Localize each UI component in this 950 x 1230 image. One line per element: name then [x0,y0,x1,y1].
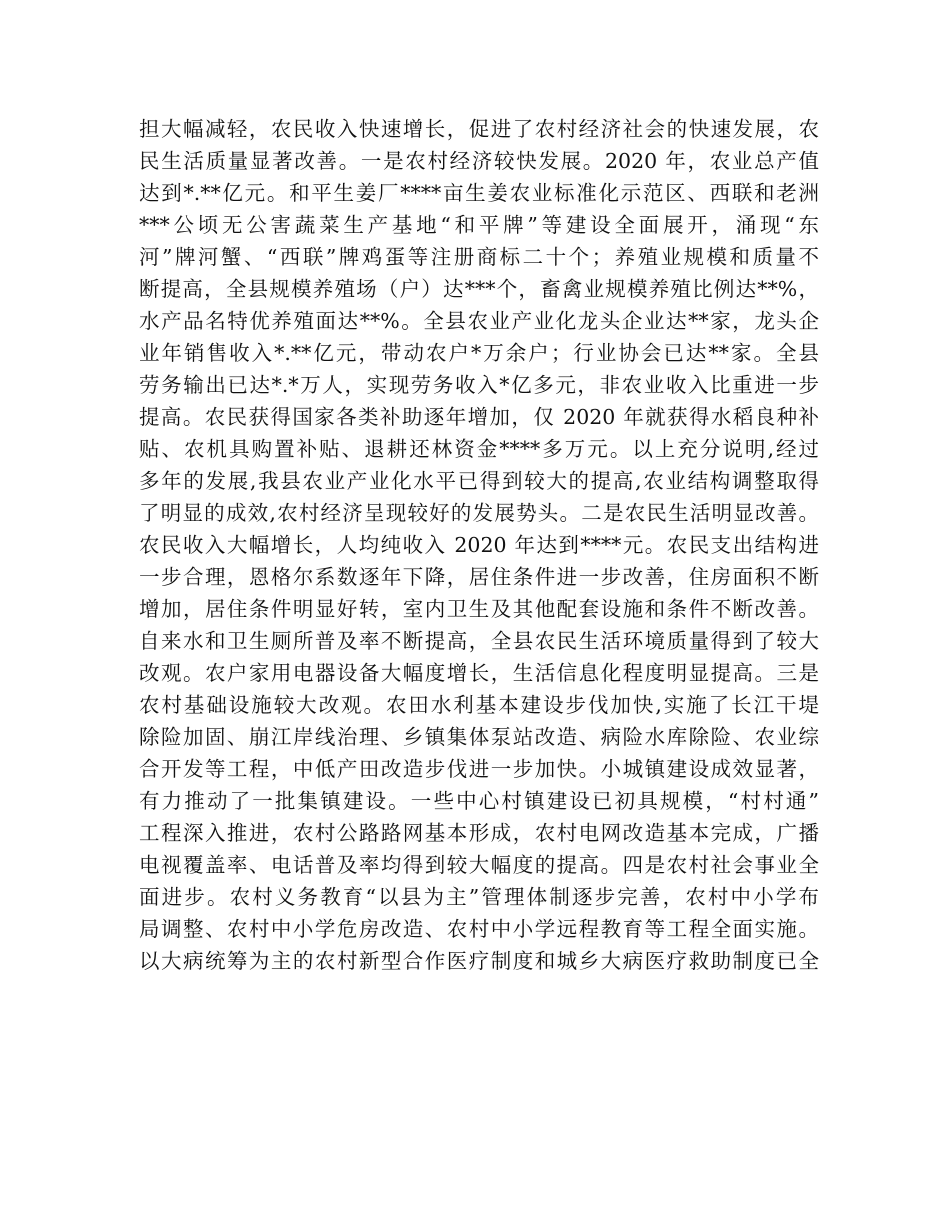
text-line: 达到*.**亿元。和平生姜厂****亩生姜农业标准化示范区、西联和老洲 [139,181,819,205]
text-line: 以大病统筹为主的农村新型合作医疗制度和城乡大病医疗救助制度已全 [139,949,819,973]
text-line: 自来水和卫生厕所普及率不断提高，全县农民生活环境质量得到了较大 [139,629,819,653]
text-line: 工程深入推进，农村公路路网基本形成，农村电网改造基本完成，广播 [139,821,819,845]
text-line: 民生活质量显著改善。一是农村经济较快发展。2020 年，农业总产值 [139,149,819,173]
text-line: 了明显的成效,农村经济呈现较好的发展势头。二是农民生活明显改善。 [139,501,819,525]
text-line: 断提高，全县规模养殖场（户）达***个，畜禽业规模养殖比例达**%， [139,277,819,301]
text-line: ***公顷无公害蔬菜生产基地“和平牌”等建设全面展开，涌现“东 [139,213,819,237]
text-line: 局调整、农村中小学危房改造、农村中小学远程教育等工程全面实施。 [139,917,819,941]
text-line: 农民收入大幅增长，人均纯收入 2020 年达到****元。农民支出结构进 [139,533,819,557]
text-line: 有力推动了一批集镇建设。一些中心村镇建设已初具规模，“村村通” [139,789,819,813]
text-line: 除险加固、崩江岸线治理、乡镇集体泵站改造、病险水库除险、农业综 [139,725,819,749]
text-line: 电视覆盖率、电话普及率均得到较大幅度的提高。四是农村社会事业全 [139,853,819,877]
text-line: 水产品名特优养殖面达**%。全县农业产业化龙头企业达**家，龙头企 [139,309,819,333]
text-line: 贴、农机具购置补贴、退耕还林资金****多万元。以上充分说明,经过 [139,437,819,461]
text-line: 面进步。农村义务教育“以县为主”管理体制逐步完善，农村中小学布 [139,885,819,909]
text-line: 提高。农民获得国家各类补助逐年增加，仅 2020 年就获得水稻良种补 [139,405,819,429]
text-line: 河”牌河蟹、“西联”牌鸡蛋等注册商标二十个；养殖业规模和质量不 [139,245,819,269]
text-line: 担大幅减轻，农民收入快速增长，促进了农村经济社会的快速发展，农 [139,117,819,141]
text-line: 合开发等工程，中低产田改造步伐进一步加快。小城镇建设成效显著， [139,757,819,781]
text-line: 业年销售收入*.**亿元，带动农户*万余户；行业协会已达**家。全县 [139,341,819,365]
text-line: 农村基础设施较大改观。农田水利基本建设步伐加快,实施了长江干堤 [139,693,819,717]
text-line: 改观。农户家用电器设备大幅度增长，生活信息化程度明显提高。三是 [139,661,819,685]
text-line: 多年的发展,我县农业产业化水平已得到较大的提高,农业结构调整取得 [139,469,819,493]
text-line: 一步合理，恩格尔系数逐年下降，居住条件进一步改善，住房面积不断 [139,565,819,589]
text-line: 增加，居住条件明显好转，室内卫生及其他配套设施和条件不断改善。 [139,597,819,621]
text-line: 劳务输出已达*.*万人，实现劳务收入*亿多元，非农业收入比重进一步 [139,373,819,397]
